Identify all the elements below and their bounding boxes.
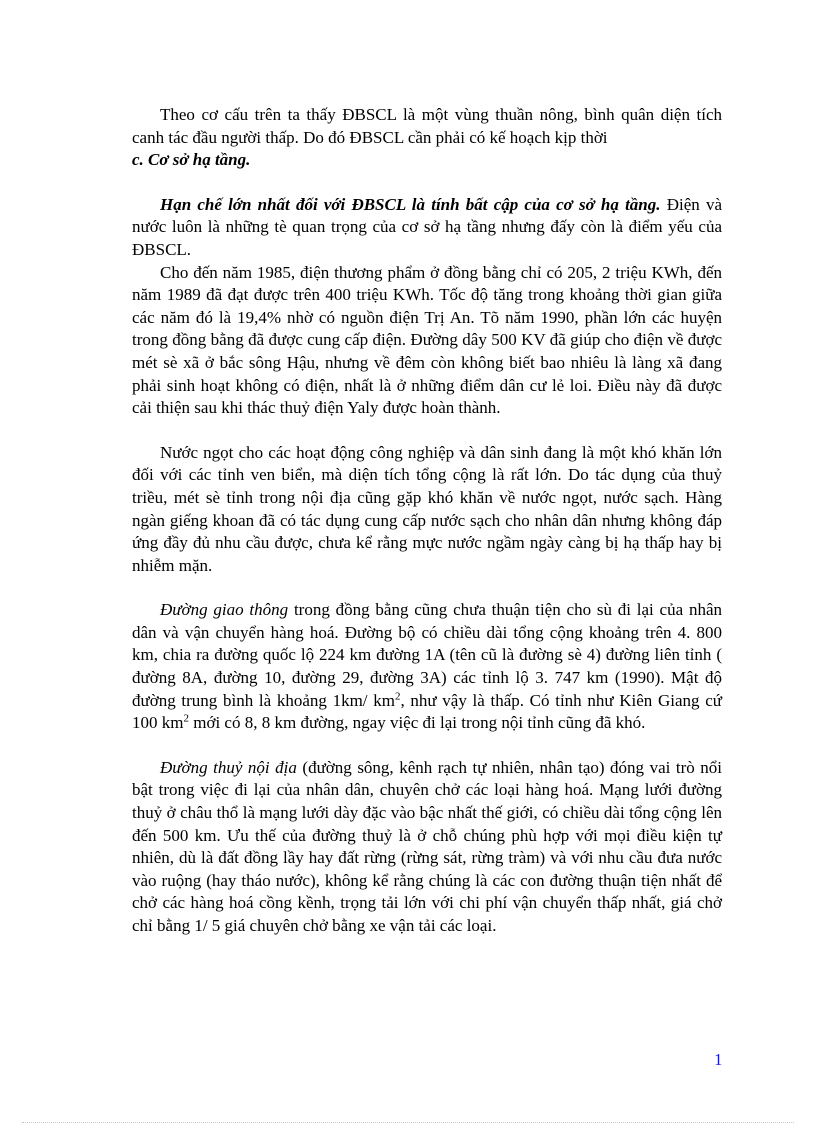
paragraph-text: Điện và nước luôn là những tè quan trọng của cơ sở hạ tầng nhưng đấy còn là điểm yếu của ĐBSCL. (132, 194, 722, 259)
paragraph-text: trong đồng bằng cũng chưa thuận tiện cho sù đi lại của nhân dân và vận chuyển hàng hoá. Đường bộ có chiều dài tổng cộng khoảng trên 4. 800 km, chia ra đường quốc lộ 224 km đường 1A (tên cũ là đường sè 4) đường liên tỉnh ( đường 8A, đường 10, đường 29, đường 3A) các tỉnh lộ 3. 747 km (1990). Mật độ đường trung bình là khoảng 1km/ km (132, 600, 722, 710)
superscript: 2 (183, 712, 189, 725)
paragraph-text: (đường sông, kênh rạch tự nhiên, nhân tạo) đóng vai trò nổi bật trong việc đi lại của nhân dân, chuyên chở các loại hàng hoá. Mạng lưới đường thuỷ ở châu thổ là mạng lưới dày đặc vào bậc nhất thế giới, có chiều dài tổng cộng lên đến 500 km. Ưu thế của đường thuỷ là ở chỗ chúng phù hợp với mọi điều kiện tự nhiên, dù là đất đồng lầy hay đất rừng (rừng sát, rừng tràm) và với nhu cầu đưa nước vào ruộng (hay tháo nước), không kể rằng chúng là các con đường thuận tiện nhất để chở các hàng hoá cồng kềnh, trọng tải lớn với chi phí vận chuyển thấp nhất, giá chở chỉ bằng 1/ 5 giá chuyên chở bằng xe vận tải các loại. (132, 757, 722, 935)
paragraph-infrastructure (132, 194, 722, 262)
page-number: 1 (714, 1050, 723, 1069)
superscript: 2 (394, 690, 401, 702)
document-body (132, 104, 722, 938)
bold-italic-lead: Hạn chế lớn nhất đối với ĐBSCL là tính bất cập của cơ sở hạ tầng. (160, 194, 661, 214)
section-heading-c: c. Cơ sở hạ tầng. (132, 150, 251, 170)
paragraph-intro: Theo cơ cấu trên ta thấy ĐBSCL là một vùng thuần nông, bình quân diện tích canh tác đầu người thấp. Do đó ĐBSCL cần phải có kế hoạch kịp thời (132, 105, 722, 147)
paragraph-fresh-water: Nước ngọt cho các hoạt động công nghiệp và dân sinh đang là một khó khăn lớn đối với các tỉnh ven biển, mà diện tích tổng cộng là rất lớn. Do tác dụng của thuỷ triều, mét sè tỉnh trong nội địa cũng gặp khó khăn về nước ngọt, nước sạch. Hàng ngàn giếng khoan đã có tác dụng cung cấp nước sạch cho nhân dân nhưng không đáp ứng đầy đủ nhu cầu được, chưa kể rằng mực nước ngầm ngày càng bị hạ thấp hay bị nhiễm mặn. (132, 442, 722, 575)
paragraph-roads (132, 599, 722, 735)
paragraph-text: mới có 8, 8 km đường, ngay việc đi lại trong nội tỉnh cũng đã khó. (188, 713, 646, 733)
italic-term-roads: Đường giao thông (160, 600, 289, 620)
italic-term-waterways: Đường thuỷ nội địa (160, 757, 297, 777)
paragraph-waterways (132, 757, 722, 938)
paragraph-text: , như vậy là thấp. Có tỉnh như Kiên Giang cứ 100 km (132, 690, 722, 733)
paragraph-electricity: Cho đến năm 1985, điện thương phẩm ở đồng bằng chỉ có 205, 2 triệu KWh, đến năm 1989 đã đạt được trên 400 triệu KWh. Tốc độ tăng trong khoảng thời gian giữa các năm đó là 19,4% nhờ có nguồn điện Trị An. Tõ năm 1990, phần lớn các huyện trong đồng bằng đã được cung cấp điện. Đường dây 500 KV đã giúp cho điện về được mét sè xã ở bắc sông Hậu, nhưng về đêm còn không biết bao nhiêu là làng xã đang phải sinh hoạt không có điện, nhất là ở những điểm dân cư lẻ loi. Điều này đã được cải thiện sau khi thác thuỷ điện Yaly được hoàn thành. (132, 262, 722, 418)
